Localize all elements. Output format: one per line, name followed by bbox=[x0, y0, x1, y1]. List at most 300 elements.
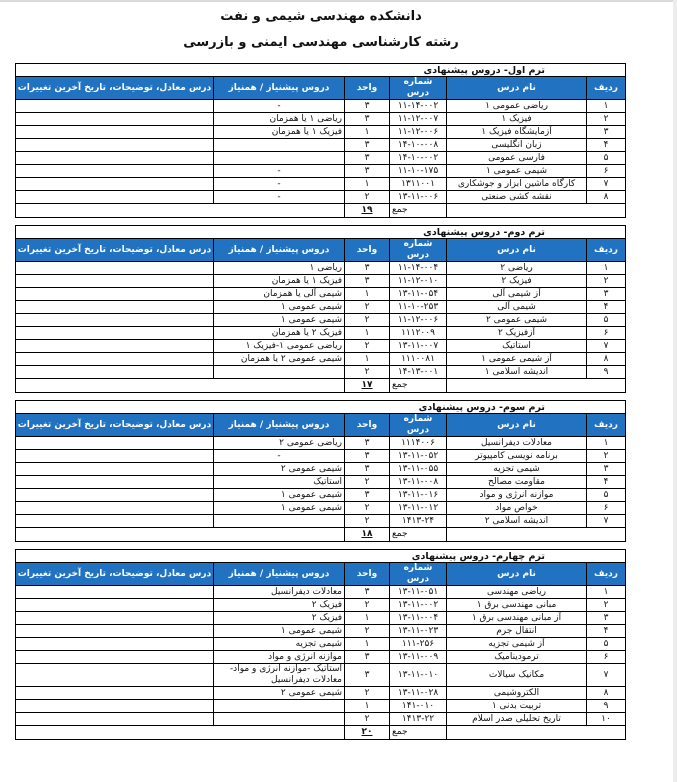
cell-equivalent bbox=[15, 599, 213, 612]
table-row bbox=[15, 178, 625, 191]
cell-equivalent bbox=[15, 139, 213, 152]
cell-units: ۲ bbox=[345, 502, 390, 515]
cell-course-name: مبانی مهندسی برق ۱ bbox=[447, 599, 587, 612]
cell-row-number: ۱ bbox=[587, 586, 626, 599]
cell-course-name: شیمی تجزیه bbox=[447, 463, 587, 476]
cell-course-code bbox=[390, 327, 447, 340]
cell-units: ۳ bbox=[345, 489, 390, 502]
cell-equivalent bbox=[15, 327, 213, 340]
cell-units: ۱ bbox=[345, 178, 390, 191]
cell-equivalent bbox=[15, 664, 213, 687]
course-code-number: ۱۱-۱۲-۰۰۶ bbox=[397, 126, 439, 137]
cell-equivalent bbox=[15, 612, 213, 625]
cell-prerequisite: ریاضی ۱ یا همزمان bbox=[214, 113, 345, 126]
course-code-number: ۱۳-۱۱-۰۰۲ bbox=[397, 599, 439, 610]
cell-course-code bbox=[390, 700, 447, 713]
cell-row-number: ۲ bbox=[587, 450, 626, 463]
course-code-number: ۱۳-۱۱-۰۲۳ bbox=[397, 625, 439, 636]
column-header: ردیف bbox=[587, 77, 626, 100]
cell-course-name: موازنه انرژی و مواد bbox=[447, 489, 587, 502]
cell-prerequisite: استاتیک bbox=[214, 476, 345, 489]
cell-prerequisite: شیمی آلی یا همزمان bbox=[214, 288, 345, 301]
term-title-row bbox=[15, 550, 625, 563]
cell-course-code bbox=[390, 165, 447, 178]
cell-prerequisite: فیزیک ۲ یا همزمان bbox=[214, 327, 345, 340]
cell-prerequisite: - bbox=[214, 165, 345, 178]
column-header: شماره درس bbox=[390, 563, 447, 586]
cell-course-code bbox=[390, 191, 447, 204]
table-row bbox=[15, 191, 625, 204]
cell-prerequisite bbox=[214, 152, 345, 165]
cell-prerequisite bbox=[214, 700, 345, 713]
cell-prerequisite bbox=[214, 515, 345, 528]
cell-units: ۱ bbox=[345, 288, 390, 301]
cell-row-number: ۵ bbox=[587, 152, 626, 165]
cell-row-number: ۱ bbox=[587, 100, 626, 113]
term-title-row bbox=[15, 64, 625, 77]
cell-course-name: الکتروشیمی bbox=[447, 687, 587, 700]
cell-course-name: معادلات دیفرانسیل bbox=[447, 437, 587, 450]
cell-course-name: آز شیمی آلی bbox=[447, 288, 587, 301]
table-row bbox=[15, 100, 625, 113]
course-code-number: ۱۳-۱۱-۰۵۴ bbox=[397, 288, 439, 299]
column-header: ردیف bbox=[587, 239, 626, 262]
table-row bbox=[15, 113, 625, 126]
term-table-1 bbox=[15, 63, 626, 218]
column-header: شماره درس bbox=[390, 77, 447, 100]
cell-course-name: آز شیمی عمومی ۱ bbox=[447, 353, 587, 366]
cell-row-number: ۵ bbox=[587, 489, 626, 502]
cell-units: ۲ bbox=[345, 713, 390, 726]
sum-label: جمع bbox=[390, 204, 447, 218]
cell-course-name: تاریخ تحلیلی صدر اسلام bbox=[447, 713, 587, 726]
cell-prerequisite: شیمی عمومی ۲ bbox=[214, 687, 345, 700]
cell-course-name: ترمودینامیک bbox=[447, 651, 587, 664]
table-row bbox=[15, 327, 625, 340]
cell-course-code bbox=[390, 625, 447, 638]
term-title: ترم دوم- دروس پیشنهادی bbox=[15, 226, 625, 239]
cell-course-code bbox=[390, 664, 447, 687]
table-row bbox=[15, 301, 625, 314]
cell-course-name: ریاضی عمومی ۱ bbox=[447, 100, 587, 113]
column-header: درس معادل، توضیحات، تاریخ آخرین تغییرات bbox=[16, 414, 214, 437]
cell-prerequisite: فیزیک ۲ bbox=[214, 599, 345, 612]
course-code-number: ۱۳-۱۱-۰۱۲ bbox=[397, 502, 439, 513]
table-row bbox=[15, 165, 625, 178]
cell-equivalent bbox=[15, 340, 213, 353]
table-row bbox=[16, 463, 626, 476]
cell-course-name: خواص مواد bbox=[447, 502, 587, 515]
cell-row-number: ۷ bbox=[587, 515, 626, 528]
column-header: شماره درس bbox=[390, 414, 447, 437]
cell-equivalent bbox=[16, 437, 214, 450]
cell-course-code bbox=[390, 437, 447, 450]
cell-units: ۳ bbox=[345, 450, 390, 463]
term-table-4 bbox=[15, 549, 626, 740]
cell-prerequisite: شیمی تجزیه bbox=[214, 638, 345, 651]
cell-equivalent bbox=[16, 515, 214, 528]
table-row bbox=[15, 126, 625, 139]
page-edge-right bbox=[673, 0, 677, 782]
cell-row-number: ۶ bbox=[587, 327, 626, 340]
column-header: دروس پیشنیاز / همنیاز bbox=[214, 414, 345, 437]
cell-equivalent bbox=[15, 126, 213, 139]
column-header-row bbox=[15, 77, 625, 100]
cell-prerequisite: فیزیک ۱ یا همزمان bbox=[214, 126, 345, 139]
cell-course-code bbox=[390, 515, 447, 528]
term-title: ترم اول- دروس پیشنهادی bbox=[15, 64, 625, 77]
table-row bbox=[15, 340, 625, 353]
column-header: درس معادل، توضیحات، تاریخ آخرین تغییرات bbox=[15, 563, 213, 586]
cell-prerequisite: ریاضی عمومی ۱-فیزیک ۱ bbox=[214, 340, 345, 353]
cell-equivalent bbox=[15, 353, 213, 366]
cell-units: ۲ bbox=[345, 366, 390, 379]
cell-course-name: ریاضی مهندسی bbox=[447, 586, 587, 599]
table-row bbox=[15, 152, 625, 165]
cell-units: ۳ bbox=[345, 275, 390, 288]
sum-row bbox=[15, 379, 625, 393]
column-header-row bbox=[15, 563, 625, 586]
cell-equivalent bbox=[15, 687, 213, 700]
cell-prerequisite: شیمی عمومی ۱ bbox=[214, 301, 345, 314]
column-header-row bbox=[15, 239, 625, 262]
table-row bbox=[15, 366, 625, 379]
cell-course-name: نقشه کشی صنعتی bbox=[447, 191, 587, 204]
cell-row-number: ۱۰ bbox=[587, 713, 626, 726]
term-title: ترم سوم- دروس پیشنهادی bbox=[16, 401, 626, 414]
course-code-number: ۱۳۱۱۰۰۱ bbox=[401, 178, 435, 189]
course-code-number: ۱۳-۱۱-۰۵۲ bbox=[397, 450, 439, 461]
cell-units: ۲ bbox=[345, 599, 390, 612]
cell-course-name: مقاومت مصالح bbox=[447, 476, 587, 489]
cell-equivalent bbox=[16, 502, 214, 515]
cell-course-name: تربیت بدنی ۱ bbox=[447, 700, 587, 713]
cell-row-number: ۱ bbox=[587, 437, 626, 450]
course-code-number: ۱۳-۱۱-۰۵۱ bbox=[397, 586, 439, 597]
document-content bbox=[16, 0, 626, 747]
sum-row bbox=[16, 528, 626, 542]
cell-units: ۳ bbox=[345, 651, 390, 664]
cell-equivalent bbox=[15, 700, 213, 713]
cell-equivalent bbox=[15, 275, 213, 288]
cell-course-name: ریاضی ۲ bbox=[447, 262, 587, 275]
cell-course-code bbox=[390, 489, 447, 502]
cell-row-number: ۳ bbox=[587, 463, 626, 476]
column-header: دروس پیشنیاز / همنیاز bbox=[214, 563, 345, 586]
course-code-number: ۱۱۱-۲۵۶ bbox=[401, 638, 435, 649]
cell-units: ۲ bbox=[345, 515, 390, 528]
cell-row-number: ۵ bbox=[587, 638, 626, 651]
cell-equivalent bbox=[15, 178, 213, 191]
cell-equivalent bbox=[15, 100, 213, 113]
cell-course-code bbox=[390, 126, 447, 139]
course-code-number: ۱۱-۱۴-۰۰۴ bbox=[397, 262, 439, 273]
column-header: واحد bbox=[345, 239, 390, 262]
cell-equivalent bbox=[15, 638, 213, 651]
table-row bbox=[15, 262, 625, 275]
cell-units: ۳ bbox=[345, 437, 390, 450]
cell-course-code bbox=[390, 314, 447, 327]
cell-units: ۳ bbox=[345, 100, 390, 113]
cell-course-name: اندیشه اسلامی ۱ bbox=[447, 366, 587, 379]
course-code-number: ۱۱۱۰۰۸۱ bbox=[401, 353, 435, 364]
cell-prerequisite: موازنه انرژی و مواد bbox=[214, 651, 345, 664]
cell-prerequisite: ریاضی عمومی ۲ bbox=[214, 437, 345, 450]
table-row bbox=[16, 489, 626, 502]
cell-course-name: اندیشه اسلامی ۲ bbox=[447, 515, 587, 528]
cell-prerequisite: معادلات دیفرانسیل bbox=[214, 586, 345, 599]
cell-prerequisite: - bbox=[214, 100, 345, 113]
cell-course-code bbox=[390, 301, 447, 314]
cell-equivalent bbox=[15, 262, 213, 275]
cell-course-name: فیزیک ۱ bbox=[447, 113, 587, 126]
cell-course-name: آز شیمی تجزیه bbox=[447, 638, 587, 651]
cell-units: ۱ bbox=[345, 126, 390, 139]
cell-units: ۱ bbox=[345, 612, 390, 625]
cell-equivalent bbox=[15, 301, 213, 314]
course-code-number: ۱۳-۱۱-۰۰۴ bbox=[397, 612, 439, 623]
table-row bbox=[16, 437, 626, 450]
sum-total-units: ۱۹ bbox=[345, 204, 390, 218]
cell-equivalent bbox=[16, 463, 214, 476]
term-title: ترم چهارم- دروس پیشنهادی bbox=[15, 550, 625, 563]
cell-units: ۳ bbox=[345, 463, 390, 476]
cell-units: ۳ bbox=[345, 113, 390, 126]
course-code-number: ۱۴-۱۳-۰۰۱ bbox=[397, 366, 439, 377]
cell-course-code bbox=[390, 651, 447, 664]
cell-prerequisite: فیزیک ۱ یا همزمان bbox=[214, 275, 345, 288]
cell-equivalent bbox=[15, 288, 213, 301]
cell-prerequisite: شیمی عمومی ۲ bbox=[214, 463, 345, 476]
course-code-number: ۱۳-۱۱-۰۲۸ bbox=[397, 687, 439, 698]
cell-course-name: آزمایشگاه فیزیک ۱ bbox=[447, 126, 587, 139]
cell-units: ۳ bbox=[345, 586, 390, 599]
cell-course-code bbox=[390, 612, 447, 625]
table-row bbox=[15, 599, 625, 612]
course-code-number: ۱۴۱-۰۱۰ bbox=[401, 700, 435, 711]
cell-equivalent bbox=[15, 165, 213, 178]
course-code-number: ۱۳-۱۱-۰۰۷ bbox=[397, 340, 439, 351]
cell-prerequisite: شیمی عمومی ۱ bbox=[214, 502, 345, 515]
cell-course-code bbox=[390, 152, 447, 165]
cell-row-number: ۱ bbox=[587, 262, 626, 275]
page-title-program: رشته کارشناسی مهندسی ایمنی و بازرسی bbox=[183, 35, 459, 50]
cell-course-code bbox=[390, 586, 447, 599]
term-table-2 bbox=[15, 225, 626, 393]
cell-course-name: مکانیک سیالات bbox=[447, 664, 587, 687]
cell-prerequisite bbox=[214, 366, 345, 379]
course-code-number: ۱۱۱۲۰۰۹ bbox=[401, 327, 435, 338]
page-title-faculty: دانشکده مهندسی شیمی و نفت bbox=[220, 9, 422, 24]
table-row bbox=[16, 450, 626, 463]
course-code-number: ۱۳-۱۱-۰۰۶ bbox=[397, 191, 439, 202]
table-row bbox=[15, 700, 625, 713]
table-row bbox=[15, 713, 625, 726]
sum-row bbox=[15, 204, 625, 218]
cell-units: ۳ bbox=[345, 165, 390, 178]
cell-equivalent bbox=[15, 713, 213, 726]
cell-row-number: ۷ bbox=[587, 340, 626, 353]
cell-row-number: ۶ bbox=[587, 502, 626, 515]
column-header: شماره درس bbox=[390, 239, 447, 262]
column-header: واحد bbox=[345, 77, 390, 100]
course-code-number: ۱۱۱۴۰۰۶ bbox=[401, 437, 435, 448]
cell-prerequisite: ریاضی ۱ bbox=[214, 262, 345, 275]
table-row bbox=[15, 353, 625, 366]
cell-row-number: ۲ bbox=[587, 599, 626, 612]
cell-row-number: ۴ bbox=[587, 625, 626, 638]
table-row bbox=[15, 664, 625, 687]
column-header: درس معادل، توضیحات، تاریخ آخرین تغییرات bbox=[15, 239, 213, 262]
table-row bbox=[16, 502, 626, 515]
cell-course-name: آزفیزیک ۲ bbox=[447, 327, 587, 340]
cell-row-number: ۴ bbox=[587, 139, 626, 152]
cell-course-name: زبان انگلیسی bbox=[447, 139, 587, 152]
cell-units: ۳ bbox=[345, 152, 390, 165]
sum-total-units: ۱۷ bbox=[345, 379, 390, 393]
column-header: نام درس bbox=[447, 414, 587, 437]
cell-prerequisite bbox=[214, 139, 345, 152]
cell-course-code bbox=[390, 113, 447, 126]
column-header: نام درس bbox=[447, 563, 587, 586]
cell-units: ۱ bbox=[345, 638, 390, 651]
course-code-number: ۱۴۱۳-۲۴ bbox=[401, 515, 435, 526]
cell-course-code bbox=[390, 599, 447, 612]
cell-equivalent bbox=[16, 489, 214, 502]
cell-units: ۳ bbox=[345, 139, 390, 152]
cell-course-name: استاتیک bbox=[447, 340, 587, 353]
sum-row bbox=[15, 726, 625, 740]
table-row bbox=[16, 515, 626, 528]
sum-total-units: ۱۸ bbox=[345, 528, 390, 542]
cell-course-name: فیزیک ۲ bbox=[447, 275, 587, 288]
cell-equivalent bbox=[15, 625, 213, 638]
cell-course-code bbox=[390, 366, 447, 379]
cell-row-number: ۹ bbox=[587, 366, 626, 379]
course-code-number: ۱۱-۱۲-۰۱۰ bbox=[397, 275, 439, 286]
table-row bbox=[15, 314, 625, 327]
sum-spacer-left bbox=[15, 379, 344, 393]
cell-prerequisite: - bbox=[214, 450, 345, 463]
course-code-number: ۱۳-۱۱-۰۱۶ bbox=[397, 489, 439, 500]
cell-prerequisite bbox=[214, 713, 345, 726]
course-code-number: ۱۳-۱۱-۰۰۹ bbox=[397, 651, 439, 662]
column-header: نام درس bbox=[447, 239, 587, 262]
cell-course-code bbox=[390, 502, 447, 515]
cell-row-number: ۸ bbox=[587, 191, 626, 204]
cell-course-name: فارسی عمومی bbox=[447, 152, 587, 165]
cell-course-code bbox=[390, 476, 447, 489]
cell-units: ۲ bbox=[345, 687, 390, 700]
course-code-number: ۱۳-۱۱-۰۵۵ bbox=[397, 463, 439, 474]
course-code-number: ۱۱-۱۲-۰۰۶ bbox=[397, 314, 439, 325]
table-row bbox=[15, 586, 625, 599]
sum-spacer-right bbox=[447, 726, 626, 740]
cell-row-number: ۷ bbox=[587, 664, 626, 687]
cell-units: ۱ bbox=[345, 700, 390, 713]
column-header: دروس پیشنیاز / همنیاز bbox=[214, 239, 345, 262]
sum-label: جمع bbox=[390, 726, 447, 740]
cell-row-number: ۷ bbox=[587, 178, 626, 191]
cell-units: ۳ bbox=[345, 262, 390, 275]
cell-prerequisite: فیزیک ۲ bbox=[214, 612, 345, 625]
cell-units: ۱ bbox=[345, 353, 390, 366]
cell-prerequisite: - bbox=[214, 178, 345, 191]
cell-course-code bbox=[390, 340, 447, 353]
cell-prerequisite: - bbox=[214, 191, 345, 204]
cell-row-number: ۶ bbox=[587, 165, 626, 178]
cell-equivalent bbox=[16, 450, 214, 463]
table-row bbox=[15, 638, 625, 651]
sum-label: جمع bbox=[390, 379, 447, 393]
table-row bbox=[15, 288, 625, 301]
cell-course-code bbox=[390, 262, 447, 275]
column-header: نام درس bbox=[447, 77, 587, 100]
cell-prerequisite: شیمی عمومی ۲ یا همزمان bbox=[214, 353, 345, 366]
cell-row-number: ۳ bbox=[587, 126, 626, 139]
term-title-row bbox=[16, 401, 626, 414]
sum-spacer-left bbox=[16, 528, 345, 542]
cell-row-number: ۲ bbox=[587, 113, 626, 126]
column-header: درس معادل، توضیحات، تاریخ آخرین تغییرات bbox=[15, 77, 213, 100]
cell-row-number: ۴ bbox=[587, 301, 626, 314]
cell-row-number: ۸ bbox=[587, 353, 626, 366]
cell-course-code bbox=[390, 450, 447, 463]
cell-equivalent bbox=[15, 191, 213, 204]
cell-course-name: کارگاه ماشین ابزار و جوشکاری bbox=[447, 178, 587, 191]
course-code-number: ۱۱-۱۴-۰۰۲ bbox=[397, 100, 439, 111]
cell-units: ۲ bbox=[345, 301, 390, 314]
sum-spacer-right bbox=[447, 528, 626, 542]
cell-course-name: انتقال جرم bbox=[447, 625, 587, 638]
cell-course-code bbox=[390, 288, 447, 301]
cell-course-code bbox=[390, 353, 447, 366]
cell-course-name: شیمی آلی bbox=[447, 301, 587, 314]
cell-course-code bbox=[390, 275, 447, 288]
cell-prerequisite: استاتیک -موازنه انرژی و مواد-معادلات دیفرانسیل bbox=[214, 664, 345, 687]
cell-equivalent bbox=[15, 651, 213, 664]
cell-units: ۳ bbox=[345, 664, 390, 687]
cell-row-number: ۸ bbox=[587, 687, 626, 700]
cell-equivalent bbox=[15, 113, 213, 126]
column-header: دروس پیشنیاز / همنیاز bbox=[214, 77, 345, 100]
cell-prerequisite: شیمی عمومی ۱ bbox=[214, 314, 345, 327]
cell-course-name: آز مبانی مهندسی برق ۱ bbox=[447, 612, 587, 625]
cell-course-name: برنامه نویسی کامپیوتر bbox=[447, 450, 587, 463]
course-code-number: ۱۳-۱۱-۰۰۸ bbox=[397, 476, 439, 487]
term-title-row bbox=[15, 226, 625, 239]
cell-units: ۲ bbox=[345, 191, 390, 204]
cell-equivalent bbox=[15, 152, 213, 165]
course-code-number: ۱۱-۱۲-۰۰۷ bbox=[397, 113, 439, 124]
cell-units: ۱ bbox=[345, 327, 390, 340]
cell-row-number: ۹ bbox=[587, 700, 626, 713]
cell-row-number: ۳ bbox=[587, 612, 626, 625]
table-row bbox=[15, 651, 625, 664]
cell-units: ۲ bbox=[345, 314, 390, 327]
term-table-3 bbox=[15, 400, 626, 542]
cell-units: ۲ bbox=[345, 340, 390, 353]
cell-prerequisite: شیمی عمومی ۱ bbox=[214, 489, 345, 502]
table-row bbox=[16, 476, 626, 489]
sum-label: جمع bbox=[390, 528, 447, 542]
course-code-number: ۱۱-۱۰-۱۷۵ bbox=[397, 165, 439, 176]
course-code-number: ۱۱-۱۰-۲۵۳ bbox=[397, 301, 439, 312]
table-row bbox=[15, 687, 625, 700]
cell-units: ۲ bbox=[345, 476, 390, 489]
sum-spacer-right bbox=[447, 204, 626, 218]
sum-spacer-right bbox=[447, 379, 626, 393]
